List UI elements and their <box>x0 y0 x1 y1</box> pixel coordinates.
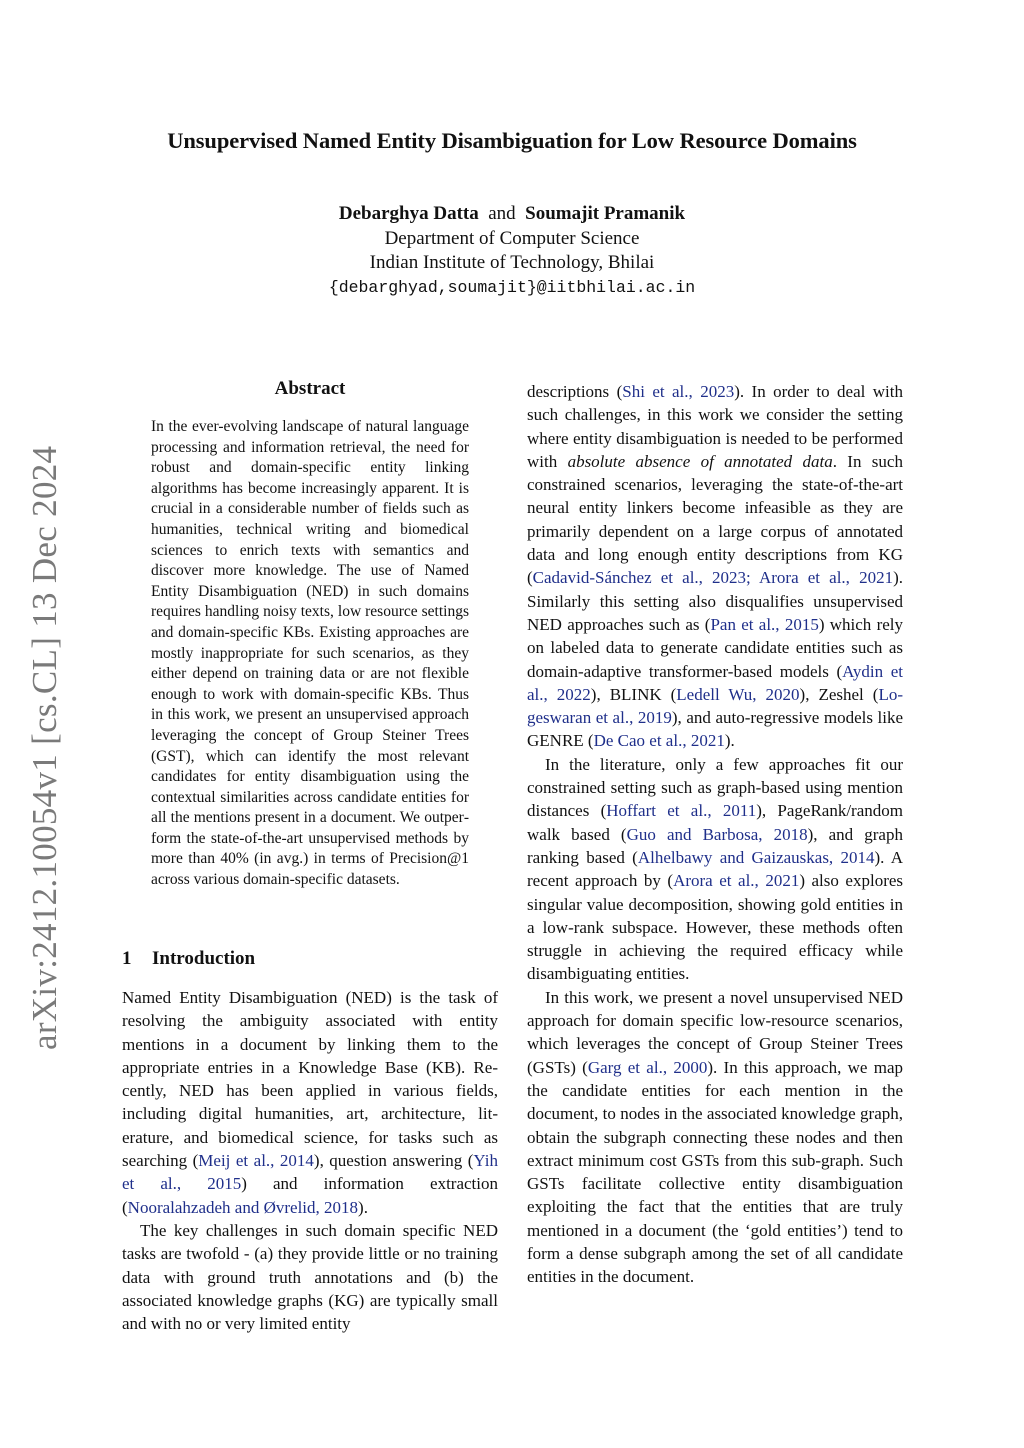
citation-link[interactable]: Nooralahzadeh and Øvrelid, 2018 <box>127 1197 359 1217</box>
citation-link[interactable]: Yih et al., 2015 <box>122 1151 498 1194</box>
abstract-heading: Abstract <box>274 378 346 399</box>
abstract-text: In the ever-evolving landscape of natural language processing and information retrieval, the need for robust and domain-specific entity linking algorithms has become increasingly apparent. It is crucial in a considerable number of fields such as humanities, technical writing and biomedical sciences to enrich texts with semantics and discover more knowledge. The use of Named Entity Disambiguation (NED) in such domains requires handling noisy texts, low resource settings and domain-specific KBs. Existing approaches are mostly inappropriate for such scenarios, as they either depend on training data or are not flexible enough to work with domain-specific KBs. Thus in this work, we present an unsupervised approach leveraging the concept of Group Steiner Trees (GST), which can identify the most relevant candidates for entity disambiguation using the contextual similarities across candidate entities for all the mentions present in a document. We outperform the state-of-the-art unsupervised methods by more than 40% (in avg.) in terms of Precision@1 across various domain-specific datasets. <box>151 418 469 889</box>
right-column-body <box>527 380 903 1289</box>
citation-link[interactable]: Shi et al., 2023 <box>622 382 735 401</box>
section-number: 1 <box>122 948 132 969</box>
citation-link[interactable]: Garg et al., 2000 <box>587 1057 708 1077</box>
citation-link[interactable]: Hoffart et al., 2011 <box>606 801 757 821</box>
author-names <box>0 202 1024 227</box>
author-1: Debarghya Datta <box>338 203 479 224</box>
intro-paragraph-3: In the literature, only a few approaches fit our constrained setting such as graph-based using mention distances (Hoffart et al., 2011), PageRank/random walk based (Guo and Barbosa, 2018), and graph ranking based (Alhelbawy and Gaizauskas, 2014). A recent approach by (Arora et al., 2021) also explores singular value decomposition, showing gold entities in a low-rank subspace. However, these methods often struggle in achieving the required efficacy while disambiguating entities. <box>527 754 904 984</box>
arxiv-identifier: arXiv:2412.10054v1 [cs.CL] 13 Dec 2024 <box>25 445 64 1050</box>
intro-paragraph-2: The key challenges in such domain specific NED tasks are twofold - (a) they provide little or no training data with ground truth annotations and (b) the associated knowledge graphs (KG) are typically small and with no or very limited entity <box>122 1220 498 1334</box>
emphasis-text: absolute absence of annotated data <box>567 451 833 471</box>
intro-paragraph-2-continued: descriptions (Shi et al., 2023). In order to deal with such challenges, in this work we consider the setting where entity disambiguation is needed to be performed with absolute absence of annotated data. In such constrained scenarios, leveraging the state-of-the-art neural entity linkers become infeasible as they are primarily dependent on a large corpus of annotated data and long enough entity descriptions from KG (Cadavid-Sánchez et al., 2023; Arora et al., 2021). Similarly this setting also disqualifies unsupervised NED approaches such as (Pan et al., 2015) which rely on labeled data to generate candidate entities such as domain-adaptive transformer-based models (Aydin et al., 2022), BLINK (Ledell Wu, 2020), Zeshel (Logeswaran et al., 2019), and auto-regressive models like GENRE (De Cao et al., 2021). <box>527 382 904 751</box>
citation-link[interactable]: Cadavid-Sánchez et al., 2023; Arora et al., 2021 <box>532 568 894 588</box>
intro-paragraph-1: Named Entity Disambiguation (NED) is the task of resolving the ambiguity associated with entity mentions in a document by linking them to the appropriate entries in a Knowledge Base (KB). Recently, NED has been applied in various fields, including digital humanities, art, architecture, literature, and biomedical science, for tasks such as searching (Meij et al., 2014), question answering (Yih et al., 2015) and information extraction (Nooralahzadeh and Øvrelid, 2018). <box>122 988 498 1217</box>
author-block <box>0 202 1024 300</box>
paper-title: Unsupervised Named Entity Disambiguation for Low Resource Domains <box>167 128 857 153</box>
author-2: Soumajit Pramanik <box>525 203 686 224</box>
left-column-body <box>122 986 498 1335</box>
section-title: Introduction <box>152 948 256 969</box>
citation-link[interactable]: Logeswaran et al., 2019 <box>527 684 903 728</box>
author-institute: Indian Institute of Technology, Bhilai <box>369 252 655 273</box>
citation-link[interactable]: De Cao et al., 2021 <box>593 731 725 751</box>
author-department: Department of Computer Science <box>384 227 640 249</box>
citation-link[interactable]: Arora et al., 2021 <box>673 871 800 891</box>
citation-link[interactable]: Pan et al., 2015 <box>710 614 819 634</box>
author-conjunction: and <box>488 203 516 224</box>
citation-link[interactable]: Guo and Barbosa, 2018 <box>626 824 808 844</box>
citation-link[interactable]: Meij et al., 2014 <box>198 1151 314 1171</box>
author-email: {debarghyad,soumajit}@iitbhilai.ac.in <box>328 277 696 297</box>
citation-link[interactable]: Ledell Wu, 2020 <box>676 684 800 704</box>
intro-paragraph-4: In this work, we present a novel unsupervised NED approach for domain specific low-resource scenarios, which leverages the concept of Group Steiner Trees (GSTs) (Garg et al., 2000). In this approach, we map the candidate entities for each mention in the document, to nodes in the associated knowledge graph, obtain the subgraph connecting these nodes and then extract minimum cost GSTs from this sub-graph. Such GSTs facilitate collective entity disambiguation exploiting the fact that the entities that are truly mentioned in a document (the ‘gold entities’) tend to form a dense subgraph among the set of all candidate entities in the document. <box>527 987 904 1287</box>
section-heading-introduction <box>122 948 255 970</box>
citation-link[interactable]: Aydin et al., 2022 <box>527 661 903 704</box>
citation-link[interactable]: Alhelbawy and Gaizauskas, 2014 <box>637 847 875 867</box>
